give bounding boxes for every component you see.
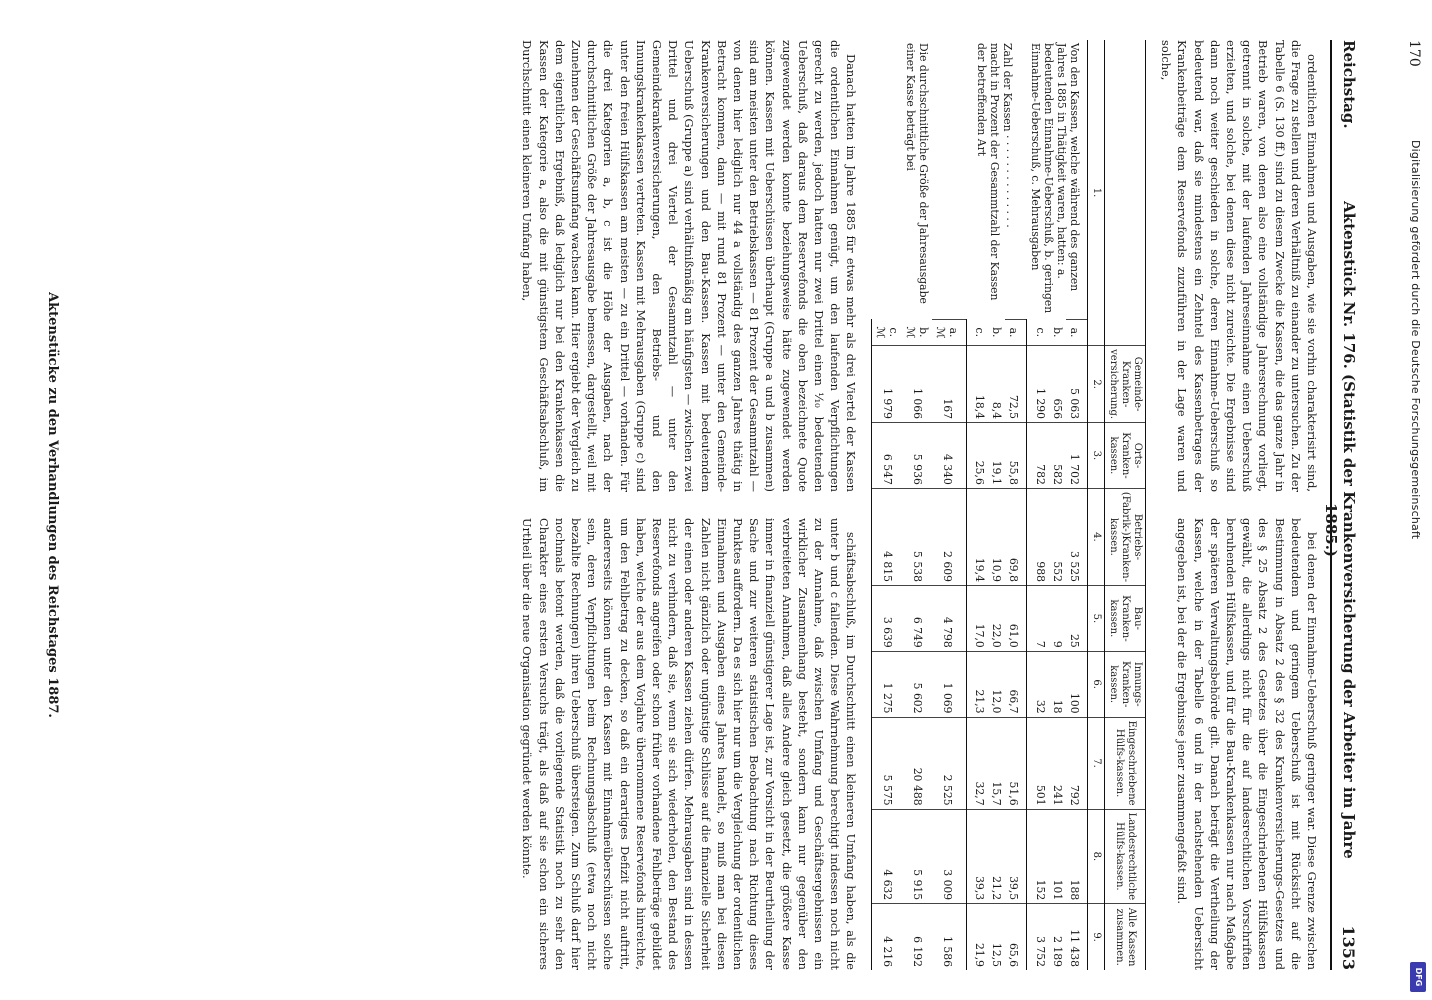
table-cell: 7: [1027, 585, 1049, 651]
row-sub-letter: c.: [887, 327, 901, 338]
dfg-logo: DFG: [1410, 962, 1426, 992]
col-number-4: 4.: [1087, 488, 1104, 585]
col-number-6: 6.: [1087, 651, 1104, 717]
table-cell: 69,8: [1005, 488, 1027, 585]
table-cell: 4 340: [932, 423, 967, 489]
col-header-1: Gemeinde-Kranken-versicherung.: [1104, 346, 1145, 423]
table-cell: 5 538: [902, 488, 932, 585]
table-cell: 51,6: [1005, 717, 1027, 809]
page-content: [519, 40, 1362, 970]
col-header-5: Innungs-Kranken-kassen.: [1104, 651, 1145, 717]
page-header: [1322, 40, 1362, 970]
header-page-number: 1353: [1339, 925, 1358, 970]
col-header-8: Alle Kassen zusammen.: [1104, 904, 1145, 970]
table-cell: 2 609: [932, 488, 967, 585]
table-cell: 2 189: [1049, 904, 1066, 970]
row-sub-label: a.: [1005, 319, 1027, 345]
table-cell: 6 749: [902, 585, 932, 651]
row-sub-label: [872, 319, 903, 345]
table-cell: 39,5: [1005, 809, 1027, 904]
col-header-6: Eingeschriebene Hülfs-kassen.: [1104, 717, 1145, 809]
table-cell: 3 009: [932, 809, 967, 904]
col-number-3: 3.: [1087, 423, 1104, 489]
table-cell: 5 063: [1066, 346, 1088, 423]
row-sub-label: b.: [1050, 327, 1064, 338]
col-header-4: Bau-Kranken-kassen.: [1104, 585, 1145, 651]
table-cell: 11 438: [1066, 904, 1088, 970]
table-cell: 100: [1066, 651, 1088, 717]
table-cell: 21,2: [988, 809, 1005, 904]
row-sub-label: c.: [967, 319, 989, 345]
table-cell: 6 547: [872, 423, 903, 489]
header-left: Reichstag.: [1340, 40, 1358, 129]
table-cell: 5 936: [902, 423, 932, 489]
group2-label-line1: Zahl der Kassen · · · · · · · · · · · · · ·: [1001, 43, 1015, 228]
table-cell: 19,4: [967, 488, 989, 585]
statistics-table: [871, 40, 1146, 970]
bottom-text-columns: [519, 40, 859, 970]
table-cell: 1 702: [1066, 423, 1088, 489]
top-right-paragraph: bei denen der Einnahme-Ueberschuß geringer war. Diese Grenze zwischen bedeutendem und geringem Ueberschuß ist mit Rücksicht auf die Bestimmung in Absatz 2 des § 32 des Krankenversicherungs-Gesetzes und des § 25 Absatz 2 des Gesetzes über die Eingeschriebenen Hülfskassen gewählt, die allerdings nicht für die auf landesrechtlichen Vorschriften beruhenden Hülfskassen, und für die Bau-Krankenkassen nur nach Maßgabe der späteren Verwaltungsbehörde gilt. Danach beträgt die Vertheilung der Kassen, welche in der Tabelle 6 und in der nachstehenden Uebersicht angegeben ist, bei der die Ergebnisse jener zusammengefaßt sind.: [1175, 518, 1319, 970]
group1-label: Von den Kassen, welche während des ganzen Jahres 1885 in Thätigkeit waren, hatten: a. bedeutenden Einnahme-Ueberschuß, b. geringen Einnahme-Ueberschuß, c. Mehrausgaben: [1028, 43, 1081, 314]
table-row: [1066, 40, 1088, 970]
table-cell: 501: [1027, 717, 1049, 809]
table-cell: 18,4: [967, 346, 989, 423]
table-cell: 1 066: [902, 346, 932, 423]
table-cell: 18: [1049, 651, 1066, 717]
top-right-column: [1158, 518, 1320, 970]
table-cell: 15,7: [988, 717, 1005, 809]
col-number-1: 1.: [1087, 40, 1104, 346]
table-cell: 66,7: [1005, 651, 1027, 717]
col-header-7: Landesrechtliche Hülfs-kassen.: [1104, 809, 1145, 904]
table-cell: 32,7: [967, 717, 989, 809]
table-cell: 241: [1049, 717, 1066, 809]
col-number-2: 2.: [1087, 346, 1104, 423]
top-left-column: [1158, 40, 1320, 492]
row-sub-letter: b.: [917, 327, 931, 338]
page-footer: Aktenstücke zu den Verhandlungen des Reichstages 1887.: [45, 292, 60, 718]
table-cell: 4 216: [872, 904, 903, 970]
bottom-right-column: [519, 518, 859, 970]
side-strip: [1392, 0, 1432, 1000]
column-number-row: [1087, 40, 1104, 970]
table-cell: 12,5: [988, 904, 1005, 970]
header-title: Aktenstück Nr. 176. (Statistik der Krankenversicherung der Arbeiter im Jahre 1885.): [1322, 201, 1358, 859]
table-cell: 10,9: [988, 488, 1005, 585]
table-cell: 4 798: [932, 585, 967, 651]
table-cell: 20 488: [902, 717, 932, 809]
table-cell: 17,0: [967, 585, 989, 651]
col-header-2: Orts-Kranken-kassen.: [1104, 423, 1145, 489]
table-cell: 152: [1027, 809, 1049, 904]
table-cell: 72,5: [1005, 346, 1027, 423]
col-header-3: Betriebs-(Fabrik-)Kranken-kassen.: [1104, 488, 1145, 585]
table-cell: 4 815: [872, 488, 903, 585]
table-cell: 12,0: [988, 651, 1005, 717]
table-cell: 3 639: [872, 585, 903, 651]
row-sub-label: b.: [990, 327, 1004, 338]
table-cell: 32: [1027, 651, 1049, 717]
table-row: [1005, 40, 1027, 970]
table-cell: 3 752: [1027, 904, 1049, 970]
table-cell: 167: [932, 346, 967, 423]
page-number: 170: [1406, 40, 1422, 67]
table-cell: 1 069: [932, 651, 967, 717]
col-number-8: 8.: [1087, 809, 1104, 904]
top-text-columns: [1158, 40, 1320, 970]
table-cell: 3 525: [1066, 488, 1088, 585]
table-row: [932, 40, 967, 970]
currency-unit: ℳ: [904, 326, 918, 339]
table-cell: 5 915: [902, 809, 932, 904]
table-cell: 4 632: [872, 809, 903, 904]
table-cell: 55,8: [1005, 423, 1027, 489]
table-cell: 582: [1049, 423, 1066, 489]
table-cell: 22,0: [988, 585, 1005, 651]
table-cell: 8,4: [988, 346, 1005, 423]
table-cell: 61,0: [1005, 585, 1027, 651]
table-cell: 5 575: [872, 717, 903, 809]
table-cell: 101: [1049, 809, 1066, 904]
table-cell: 1 290: [1027, 346, 1049, 423]
table-header-row: [1104, 40, 1145, 970]
table-cell: 5 602: [902, 651, 932, 717]
table-cell: 1 275: [872, 651, 903, 717]
col-number-9: 9.: [1087, 904, 1104, 970]
table-cell: 792: [1066, 717, 1088, 809]
table-cell: 782: [1027, 423, 1049, 489]
group2-label: [967, 40, 1027, 319]
group2-label-line2: macht in Prozent der Gesammtzahl der Kassen der betreffenden Art: [975, 43, 1002, 301]
group3-label: Die durchschnittliche Größe der Jahresausgabe einer Kasse beträgt bei: [904, 43, 931, 304]
table-cell: 2 525: [932, 717, 967, 809]
table-cell: 552: [1049, 488, 1066, 585]
table-cell: 988: [1027, 488, 1049, 585]
table-cell: 21,3: [967, 651, 989, 717]
currency-unit: ℳ: [874, 326, 888, 339]
table-cell: 656: [1049, 346, 1066, 423]
table-cell: 25,6: [967, 423, 989, 489]
bottom-left-column: [519, 40, 859, 492]
table-cell: 25: [1066, 585, 1088, 651]
table-cell: 9: [1049, 585, 1066, 651]
table-cell: 65,6: [1005, 904, 1027, 970]
row-sub-label: a.: [1066, 319, 1088, 345]
currency-unit: ℳ: [934, 326, 948, 339]
row-sub-letter: a.: [947, 327, 961, 338]
top-left-paragraph: ordentlichen Einnahmen und Ausgaben, wie sie vorhin charakterisirt sind, die Frage zu stellen und deren Verhältniß zu einander zu untersuchen. Zu der Tabelle 6 (S. 130 ff.) sind zu diesem Zwecke die Kassen, die das ganze Jahr in Betrieb waren, von denen also eine vollständige Jahresrechnung vorliegt, getrennt in solche, mit der laufenden Jahreseinnahme einen Ueberschuß erzielten, und solche, bei denen diese nicht zureichte. Die Ergebnisse sind dann noch weiter geschieden in solche, deren Einnahme-Ueberschuß so bedeutend war, daß sie mindestens ein Zehntel des Kassenbetrages der Krankenbeiträge dem Reservefonds zuzuführen in der Lage waren und solche,: [1159, 40, 1319, 492]
table-cell: 21,9: [967, 904, 989, 970]
digitization-note: Digitalisierung gefördert durch die Deutsche Forschungsgemeinschaft: [1409, 140, 1422, 540]
bottom-left-paragraph: Danach hatten im Jahre 1885 für etwas mehr als drei Viertel der Kassen die ordentlichen Einnahmen genügt, um den laufenden Verpflichtungen gerecht zu werden, jedoch hatten nur zwei Drittel einen ⅒ bedeutenden Ueberschuß, daß daraus dem Reservefonds die oben bezeichnete Quote zugewendet werden konnte beziehungsweise hätte zugewendet werden können. Kassen mit Ueberschüssen überhaupt (Gruppe a und b zusammen) sind am meisten unter den Betriebskassen — 81 Prozent der Gesammtzahl — von denen hier lediglich nur 44 a vollständig des ganzen Jahres thätig in Betracht kommen, dann — mit rund 81 Prozent — unter den Gemeinde-Krankenversicherungen und den Bau-Kassen. Kassen mit bedeutendem Ueberschuß (Gruppe a) sind verhältnißmäßig am häufigsten — zwischen zwei Drittel und drei Viertel der Gesammtzahl — unter den Gemeindekrankenversicherungen, den Betriebs- und den Innungskrankenkassen vertreten. Kassen mit Mehrausgaben (Gruppe c) sind unter den freien Hülfskassen am meisten — zu ein Drittel — vorhanden. Für die drei Kategorien a, b, c ist die Höhe der Ausgaben, nach der durchschnittlichen Größe der Jahresausgabe bemessen, dargestellt, weil mit Zunehmen der Geschäftsumfang wachsen kann. Hier ergiebt der Vergleich zu dem eigentlichen Ergebniß, daß lediglich nur bei den Krankenkassen die Kassen der Kategorie a, also die mit günstigstem Geschäftsabschluß, im Durchschnitt einen kleineren Umfang haben,: [520, 40, 859, 492]
bottom-right-paragraph: schäftsabschluß, im Durchschnitt einen kleineren Umfang haben, als die unter b und c fallenden. Diese Wahrnehmung berechtigt indessen noch nicht zu der Annahme, daß zwischen Umfang und Geschäftsergebnissen ein wirklicher Zusammenhang besteht, sondern kann nur gegenüber den verbreiteten Annahmen, daß alles Andere gleich gesetzt, die größere Kasse immer in finanziell günstigerer Lage ist, zur Vorsicht in der Beurtheilung der Sache und zur weiteren statistischen Beobachtung nach Richtung dieses Punktes auffordern. Da es sich hier nur um die Vergleichung der ordentlichen Einnahmen und Ausgaben eines Jahres handelt, so muß man bei diesen Zahlen nicht gänzlich oder ungünstige Schlüsse auf die finanzielle Sicherheit der einen oder anderen Kassen ziehen dürfen. Mehrausgaben sind in dessen nicht zu verhindern, daß sie, wenn sie sich wiederholen, den Bestand des Reservefonds angreifen oder schon früher vorhandene Fehlbeträge gebildet haben, welche der aus dem Vorjahre übernommene Reservefonds hinreichte, um den Fehlbetrag zu decken, so daß ein derartiges Defizit nicht auftritt, andererseits können unter den Kassen mit Einnahmeüberschüssen solche sein, deren Verpflichtungen beim Rechnungsabschluß (etwa noch nicht bezahlte Rechnungen) ihren Ueberschuß übersteigen. Zum Schluß darf hier nochmals betont werden, daß die vorliegende Statistik noch zu sehr den Charakter eines ersten Versuchs trägt, als daß auf sie schon ein sicheres Urtheil über die neue Organisation gegründet werden könnte.: [520, 518, 859, 970]
col-number-5: 5.: [1087, 585, 1104, 651]
row-sub-label: [902, 319, 932, 345]
table-header-label: [1104, 40, 1145, 346]
row-sub-label: [932, 319, 967, 345]
table-cell: 39,3: [967, 809, 989, 904]
table-cell: 188: [1066, 809, 1088, 904]
table-cell: 1 586: [932, 904, 967, 970]
table-cell: 6 192: [902, 904, 932, 970]
table-cell: 1 979: [872, 346, 903, 423]
row-sub-label: c.: [1027, 319, 1049, 345]
table-cell: 19,1: [988, 423, 1005, 489]
col-number-7: 7.: [1087, 717, 1104, 809]
